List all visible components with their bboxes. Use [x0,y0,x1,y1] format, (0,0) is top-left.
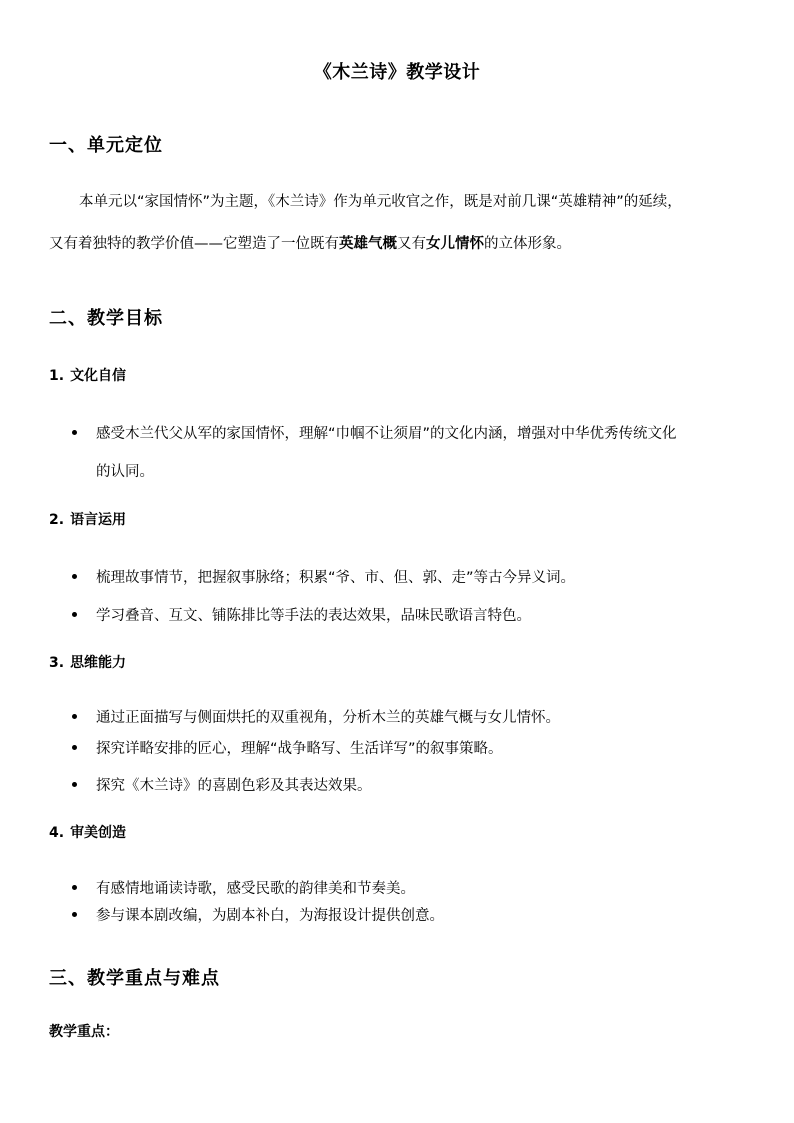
section-heading-key-points: 三、教学重点与难点 [49,968,220,989]
bullet-icon [72,574,77,579]
list-item-text: 探究详略安排的匠心，理解“战争略写、生活详写”的叙事策略。 [96,741,503,757]
teaching-focus-label: 教学重点： [49,1024,119,1040]
bullet-icon [72,782,77,787]
list-item-text: 感受木兰代父从军的家国情怀，理解“巾帼不让须眉”的文化内涵，增强对中华优秀传统文化 [96,426,677,442]
list-item-text: 参与课本剧改编，为剧本补白，为海报设计提供创意。 [96,908,444,924]
bullet-icon [72,430,77,435]
paragraph-line-1: 本单元以“家国情怀”为主题，《木兰诗》作为单元收官之作，既是对前几课“英雄精神”的延续， [79,194,682,210]
bullet-icon [72,912,77,917]
paragraph-text: 又有 [397,236,426,252]
goal-heading-cultural-confidence [49,365,126,385]
goal-heading-thinking-ability [49,652,126,672]
goal-number: 1. [49,368,65,384]
goal-label: 文化自信 [70,368,127,384]
goal-label: 思维能力 [70,655,127,671]
bullet-icon [72,714,77,719]
goal-number: 4. [49,825,65,841]
goal-label: 语言运用 [70,512,127,528]
list-item-text: 有感情地诵读诗歌，感受民歌的韵律美和节奏美。 [96,881,415,897]
list-item-text: 探究《木兰诗》的喜剧色彩及其表达效果。 [96,778,372,794]
document-title: 《木兰诗》教学设计 [313,62,481,83]
list-item-text: 学习叠音、互文、铺陈排比等手法的表达效果，品味民歌语言特色。 [96,608,531,624]
paragraph-text: 又有着独特的教学价值——它塑造了一位既有 [49,236,339,252]
section-heading-teaching-goals: 二、教学目标 [49,308,163,329]
paragraph-text: 的立体形象。 [484,236,571,252]
list-item-text-continued: 的认同。 [96,464,154,480]
section-heading-unit-position: 一、单元定位 [49,135,163,156]
emphasis-feminine: 女儿情怀 [426,236,484,252]
list-item-text: 梳理故事情节，把握叙事脉络；积累“爷、市、但、郭、走”等古今异义词。 [96,570,576,586]
bullet-icon [72,885,77,890]
paragraph-line-2 [49,232,571,253]
bullet-icon [72,612,77,617]
goal-number: 3. [49,655,65,671]
goal-heading-aesthetic-creation [49,822,126,842]
bullet-icon [72,745,77,750]
emphasis-heroic: 英雄气概 [339,236,397,252]
goal-heading-language-use [49,509,126,529]
goal-label: 审美创造 [70,825,127,841]
goal-number: 2. [49,512,65,528]
list-item-text: 通过正面描写与侧面烘托的双重视角，分析木兰的英雄气概与女儿情怀。 [96,710,560,726]
